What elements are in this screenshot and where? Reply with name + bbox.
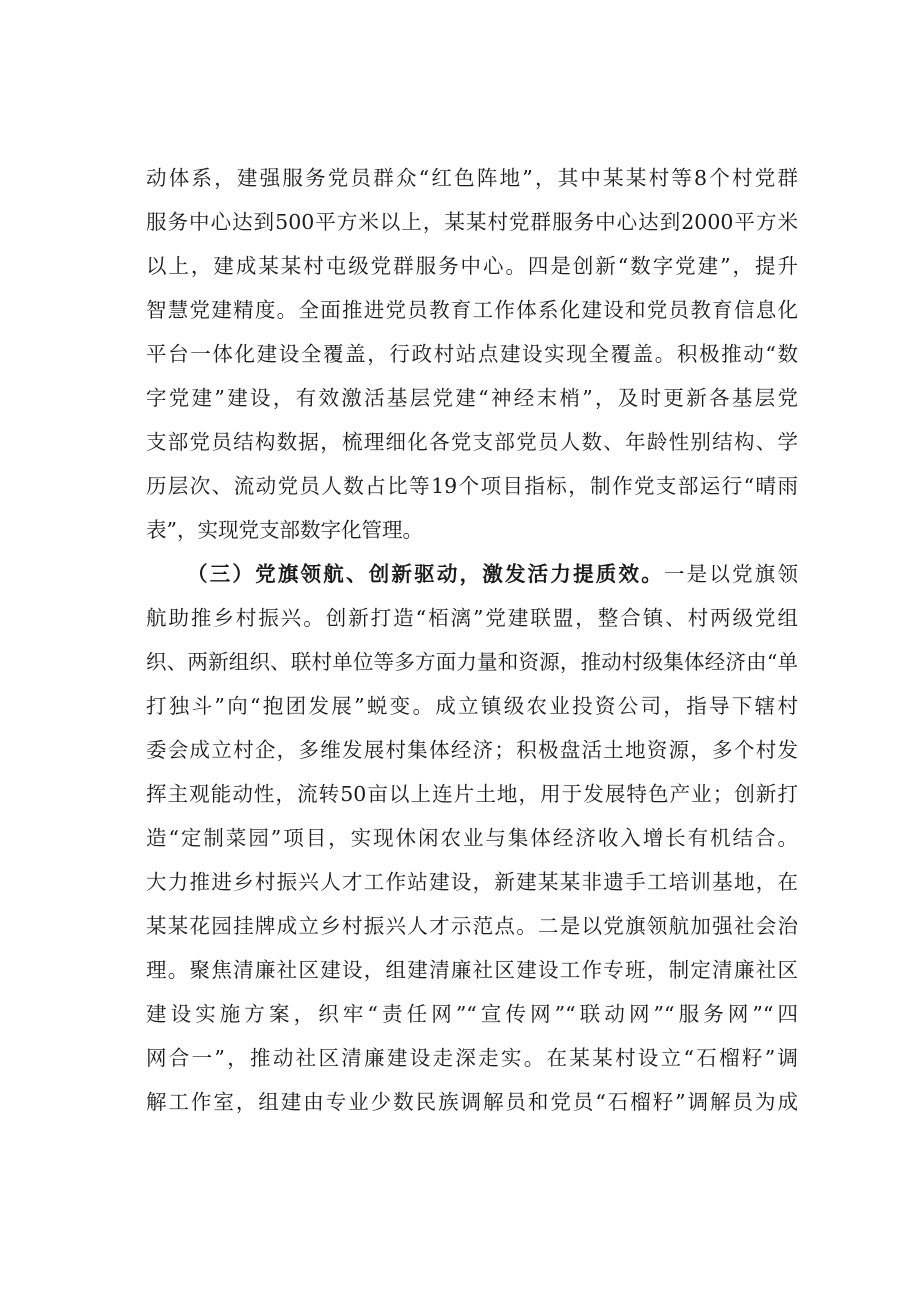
paragraph-line: 某某花园挂牌成立乡村振兴人才示范点。二是以党旗领航加强社会治 [146,914,798,938]
paragraph-line: 智慧党建精度。全面推进党员教育工作体系化建设和党员教育信息化 [146,298,798,322]
paragraph-line: 表”，实现党支部数字化管理。 [146,518,423,542]
paragraph-line: 字党建”建设，有效激活基层党建“神经末梢”，及时更新各基层党 [146,386,798,410]
paragraph-line: 建设实施方案，织牢“责任网”“宣传网”“联动网”“服务网”“四 [146,1002,798,1026]
paragraph-line: 动体系，建强服务党员群众“红色阵地”，其中某某村等8个村党群 [146,166,798,190]
paragraph-2 [146,552,798,1124]
paragraph-line: 网合一”，推动社区清廉建设走深走实。在某某村设立“石榴籽”调 [146,1046,798,1070]
paragraph-line: 打独斗”向“抱团发展”蜕变。成立镇级农业投资公司，指导下辖村 [146,694,798,718]
paragraph-line: 织、两新组织、联村单位等多方面力量和资源，推动村级集体经济由“单 [146,650,798,674]
paragraph-line: 理。聚焦清廉社区建设，组建清廉社区建设工作专班，制定清廉社区 [146,958,798,982]
paragraph-line: 解工作室，组建由专业少数民族调解员和党员“石榴籽”调解员为成 [146,1090,798,1114]
paragraph-line: 委会成立村企，多维发展村集体经济；积极盘活土地资源，多个村发 [146,738,798,762]
section-heading: （三）党旗领航、创新驱动，激发活力提质效。 [187,562,664,586]
paragraph-1 [146,156,798,552]
paragraph-line: 航助推乡村振兴。创新打造“栢漓”党建联盟，整合镇、村两级党组 [146,606,798,630]
paragraph-line: 以上，建成某某村屯级党群服务中心。四是创新“数字党建”，提升 [146,254,798,278]
document-body [146,156,798,1124]
paragraph-line: 服务中心达到500平方米以上，某某村党群服务中心达到2000平方米 [146,210,798,234]
paragraph-first-line [146,552,798,596]
paragraph-line: 挥主观能动性，流转50亩以上连片土地，用于发展特色产业；创新打 [146,782,798,806]
paragraph-line: 历层次、流动党员人数占比等19个项目指标，制作党支部运行“晴雨 [146,474,798,498]
paragraph-line: 支部党员结构数据，梳理细化各党支部党员人数、年龄性别结构、学 [146,430,798,454]
first-line-text: 一是以党旗领 [663,562,799,586]
paragraph-line: 大力推进乡村振兴人才工作站建设，新建某某非遗手工培训基地，在 [146,870,798,894]
paragraph-line: 造“定制菜园”项目，实现休闲农业与集体经济收入增长有机结合。 [146,826,798,850]
paragraph-line: 平台一体化建设全覆盖，行政村站点建设实现全覆盖。积极推动“数 [146,342,798,366]
